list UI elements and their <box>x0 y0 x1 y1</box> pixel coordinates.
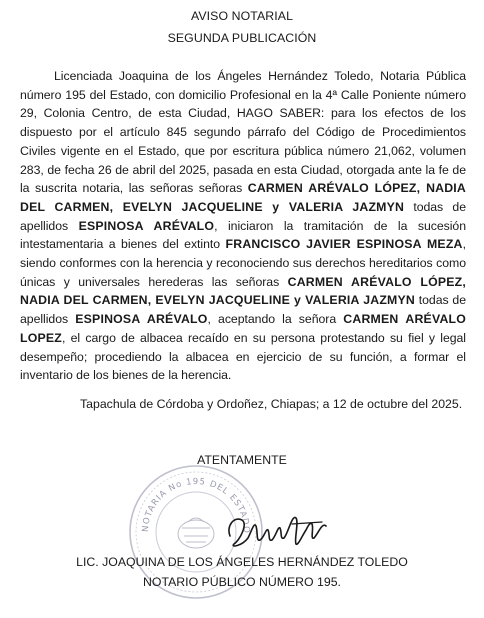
signer-title: NOTARIO PÚBLICO NÚMERO 195. <box>143 575 341 589</box>
heirs-names-1: CARMEN ARÉVALO LÓPEZ, NADIA DEL CARMEN, EVELYN JACQUELINE y VALERIA JAZMYN <box>20 181 467 214</box>
notice-subtitle: SEGUNDA PUBLICACIÓN <box>167 31 317 45</box>
place-and-date: Tapachula de Córdoba y Ordoñez, Chiapas; a 12 de octubre del 2025. <box>80 397 463 411</box>
body-text-2: todas de apellidos <box>20 199 466 233</box>
body-text-1: Licenciada Joaquina de los Ángeles Hernández Toledo, Notaria Pública número 195 del Estado, con domicilio Profesional en la 4ª Calle Poniente número 29, Colonia Centro, de esta Ciudad, HAGO SABER: para los efectos de los dispuesto por el artículo 845 segundo párrafo del Código de Procedimientos Civiles vigente en el Estado, que por escritura pública número 21,062, volumen 283, de fecha 26 de abril del 2025, pasada en esta Ciudad, otorgada ante la fe de la suscrita notaria, las señoras señoras <box>20 69 466 196</box>
seal-text: NOTARIA No 195 DEL ESTADO <box>140 476 252 535</box>
signer-name: LIC. JOAQUINA DE LOS ÁNGELES HERNÁNDEZ TOLEDO <box>76 555 408 569</box>
body-text-7: , el cargo de albacea recaído en su persona protestando su fiel y legal desempeño; procediendo la albacea en ejercicio de su función, a formar el inventario de los bienes de la herencia. <box>20 330 466 383</box>
body-text-6: , aceptando la señora <box>207 312 344 327</box>
sign-greeting: ATENTAMENTE <box>197 453 287 467</box>
body-text-3: , iniciaron la tramitación de la sucesión intestamentaria a bienes del extinto <box>20 218 466 252</box>
body-text-5: todas de apellidos <box>20 293 466 327</box>
heirs-names-2: CARMEN ARÉVALO LÓPEZ, NADIA DEL CARMEN, EVELYN JACQUELINE y VALERIA JAZMYN <box>20 274 466 308</box>
heirs-surname-1: ESPINOSA ARÉVALO <box>78 218 215 233</box>
deceased-name: FRANCISCO JAVIER ESPINOSA MEZA <box>225 237 463 252</box>
executor-name: CARMEN ARÉVALO LOPEZ <box>20 312 467 345</box>
notice-body <box>20 67 466 385</box>
notice-title: AVISO NOTARIAL <box>190 9 294 23</box>
body-text-4: , siendo conformes con la herencia y reconociendo sus derechos hereditarios como únicas y universales herederas las señoras <box>20 237 466 289</box>
heirs-surname-2: ESPINOSA ARÉVALO <box>75 312 208 327</box>
signature-icon <box>222 500 342 556</box>
